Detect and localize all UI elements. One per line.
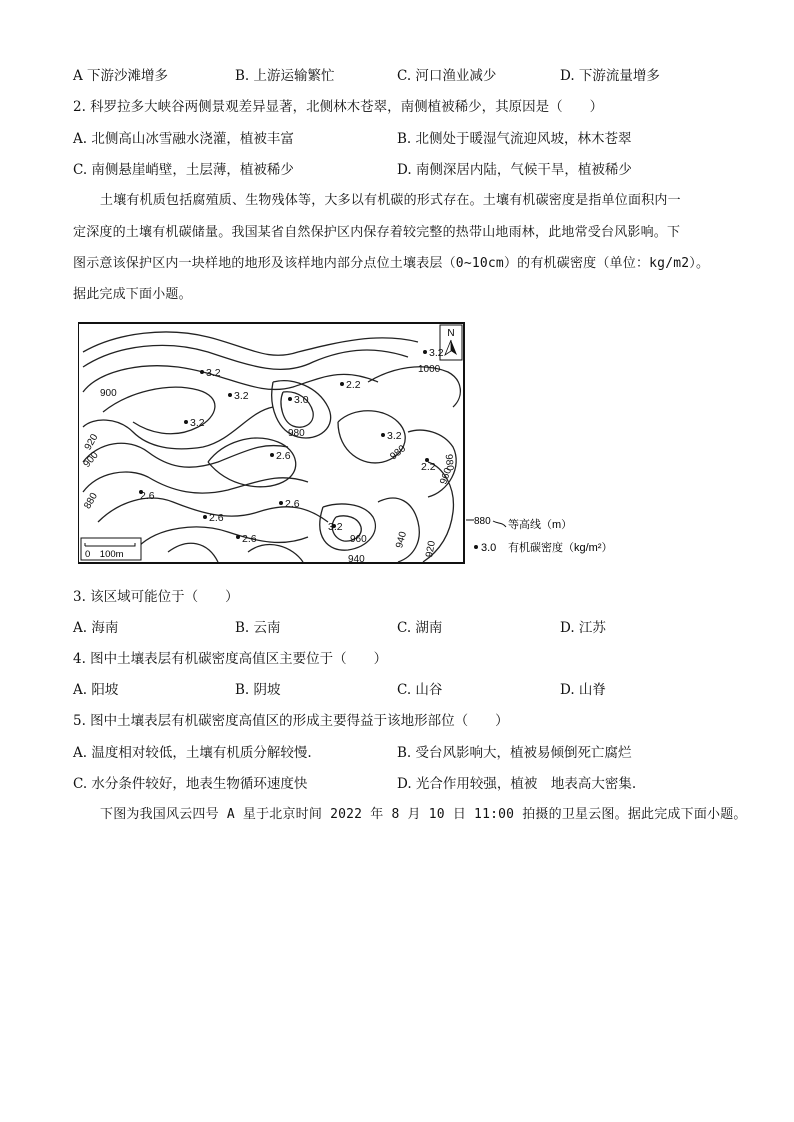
svg-text:2.6: 2.6 bbox=[209, 512, 224, 524]
contour-label: 920 bbox=[424, 539, 438, 559]
q4-option-d: D. 山脊 bbox=[560, 682, 606, 698]
q2-option-b: B. 北侧处于暖湿气流迎风坡，林木苍翠 bbox=[397, 131, 632, 147]
q1-option-a: A 下游沙滩增多 bbox=[73, 68, 169, 84]
contour-label: 880 bbox=[82, 491, 101, 512]
q3-option-a: A. 海南 bbox=[73, 620, 119, 636]
contour-map-svg bbox=[78, 322, 638, 572]
closing-instruction: 下图为我国风云四号 A 星于北京时间 2022 年 8 月 10 日 11:00 拍摄的卫星云图。据此完成下面小题。 bbox=[100, 807, 747, 822]
q5-options-row2 bbox=[73, 774, 733, 794]
svg-text:3.2: 3.2 bbox=[206, 367, 221, 379]
svg-text:3.2: 3.2 bbox=[328, 521, 343, 533]
q3-option-d: D. 江苏 bbox=[560, 620, 606, 636]
density-point bbox=[139, 490, 155, 502]
q1-option-d: D. 下游流量增多 bbox=[560, 68, 660, 84]
q5-option-a: A. 温度相对较低，土壤有机质分解较慢. bbox=[73, 745, 312, 761]
q1-option-c: C. 河口渔业减少 bbox=[397, 68, 497, 84]
contour-label: 980 bbox=[442, 453, 456, 472]
north-label: N bbox=[447, 328, 455, 339]
legend-contour-sample: 880 bbox=[474, 516, 491, 527]
q2-options-row1 bbox=[73, 129, 733, 149]
svg-text:2.6: 2.6 bbox=[285, 498, 300, 510]
q5-option-d: D. 光合作用较强，植被 地表高大密集. bbox=[397, 776, 637, 792]
intro-line-2: 定深度的土壤有机碳储量。我国某省自然保护区内保存着较完整的热带山地雨林，此地常受台风影响。下 bbox=[73, 225, 681, 240]
contour-label: 980 bbox=[388, 443, 409, 463]
svg-text:2.2: 2.2 bbox=[346, 379, 361, 391]
svg-text:2.6: 2.6 bbox=[276, 450, 291, 462]
map-legend bbox=[466, 516, 613, 554]
svg-text:3.0: 3.0 bbox=[294, 394, 309, 406]
svg-text:2.6: 2.6 bbox=[242, 533, 257, 545]
q3-option-c: C. 湖南 bbox=[397, 620, 443, 636]
contour-label: 960 bbox=[438, 466, 455, 487]
contour-label: 960 bbox=[350, 534, 367, 545]
svg-text:2.6: 2.6 bbox=[140, 490, 155, 502]
legend-contour-text: 等高线（m） bbox=[508, 519, 573, 531]
contour-label: 900 bbox=[81, 449, 101, 470]
q2-option-a: A. 北侧高山冰雪融水浇灌，植被丰富 bbox=[73, 131, 294, 147]
contour-label: 940 bbox=[394, 530, 410, 550]
q1-option-b: B. 上游运输繁忙 bbox=[235, 68, 335, 84]
contour-label: 900 bbox=[100, 388, 117, 399]
svg-text:2.2: 2.2 bbox=[421, 461, 436, 473]
intro-line-1: 土壤有机质包括腐殖质、生物残体等，大多以有机碳的形式存在。土壤有机碳密度是指单位面积内一 bbox=[100, 193, 681, 208]
legend-point-sample: 3.0 bbox=[481, 542, 497, 554]
q5-option-b: B. 受台风影响大，植被易倾倒死亡腐烂 bbox=[397, 745, 632, 761]
scale-label: 0 100m bbox=[85, 549, 124, 560]
density-point bbox=[328, 521, 343, 533]
q3-options bbox=[73, 618, 733, 638]
density-point bbox=[421, 458, 436, 473]
contour-label: 920 bbox=[82, 432, 101, 453]
q3-stem: 3. 该区域可能位于（ ） bbox=[73, 589, 239, 605]
q2-option-c: C. 南侧悬崖峭壁，土层薄，植被稀少 bbox=[73, 162, 294, 178]
q3-option-b: B. 云南 bbox=[235, 620, 281, 636]
legend-point-text: 有机碳密度（kg/m²） bbox=[508, 542, 613, 554]
intro-line-3: 图示意该保护区内一块样地的地形及该样地内部分点位土壤表层（0~10cm）的有机碳密度（单位：kg/m2）。 bbox=[73, 256, 710, 271]
q2-stem: 2. 科罗拉多大峡谷两侧景观差异显著，北侧林木苍翠，南侧植被稀少，其原因是（ ） bbox=[73, 99, 604, 115]
q4-options bbox=[73, 680, 733, 700]
q2-option-d: D. 南侧深居内陆，气候干旱，植被稀少 bbox=[397, 162, 632, 178]
q5-stem: 5. 图中土壤表层有机碳密度高值区的形成主要得益于该地形部位（ ） bbox=[73, 713, 509, 729]
q4-option-b: B. 阴坡 bbox=[235, 682, 281, 698]
contour-label: 940 bbox=[348, 554, 365, 565]
q5-options-row1 bbox=[73, 743, 733, 763]
q2-options-row2 bbox=[73, 160, 733, 180]
q1-options bbox=[73, 66, 733, 86]
scale-bar bbox=[81, 538, 141, 560]
svg-text:3.2: 3.2 bbox=[234, 390, 249, 402]
q4-stem: 4. 图中土壤表层有机碳密度高值区主要位于（ ） bbox=[73, 651, 388, 667]
q4-option-c: C. 山谷 bbox=[397, 682, 443, 698]
intro-line-4: 据此完成下面小题。 bbox=[73, 287, 192, 302]
svg-text:3.2: 3.2 bbox=[387, 430, 402, 442]
map-frame bbox=[78, 323, 464, 563]
contour-label: 1000 bbox=[418, 364, 441, 375]
svg-text:3.2: 3.2 bbox=[429, 347, 444, 359]
q5-option-c: C. 水分条件较好，地表生物循环速度快 bbox=[73, 776, 308, 792]
contour-label: 980 bbox=[288, 428, 305, 439]
topographic-map bbox=[78, 322, 638, 572]
q4-option-a: A. 阳坡 bbox=[73, 682, 119, 698]
svg-text:3.2: 3.2 bbox=[190, 417, 205, 429]
